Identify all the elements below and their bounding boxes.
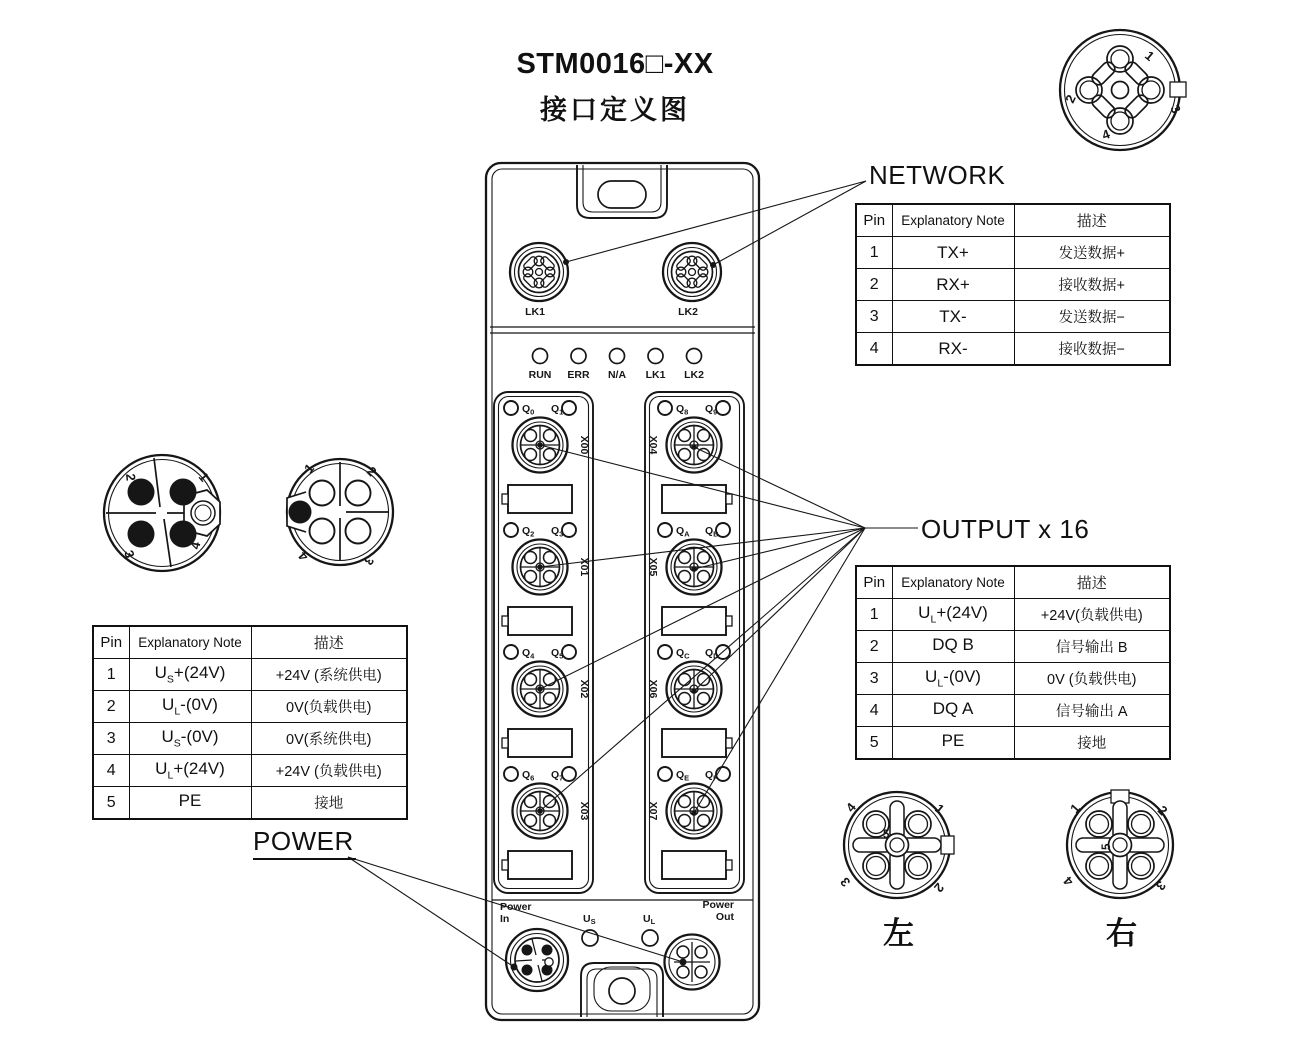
power-section [500,899,735,991]
label-holder [508,485,572,513]
network-callout-label: NETWORK [869,160,1006,190]
table-row: 5 PE 接地 [856,727,1170,760]
na-led-label: N/A [607,369,627,381]
label-holder [508,607,572,635]
output-pin-table [855,565,1171,760]
na-led [610,349,625,364]
table-row: 3 TX- 发送数据− [856,301,1170,333]
ul-led-label: UL [643,913,656,926]
slot-hole [609,978,635,1004]
lk2-led [687,349,702,364]
err-led-label: ERR [567,369,590,381]
power-out-label: Power [702,899,734,911]
label-holder [508,851,572,879]
output-port-X02 [502,645,590,757]
pin-number: 3 [1167,102,1184,116]
pin-number: 4 [187,540,204,551]
lk1-label: LK1 [525,306,545,318]
output-led [562,401,576,415]
pin-number: 4 [1099,126,1112,143]
port-name-label: X04 [647,435,659,455]
lk1-led [648,349,663,364]
slot-hole [598,181,646,208]
output-led-label: $Q_3$ [551,525,564,539]
network-pin-table [855,203,1171,366]
lk2-led-label: LK2 [684,369,704,381]
port-name-label: X02 [578,679,590,699]
pin-number: 2 [123,472,139,482]
output-led [658,645,672,659]
pin-number: 2 [1062,92,1079,106]
right-output-pinout-diagram [1060,790,1173,898]
output-led-label: $Q_0$ [522,403,535,417]
output-led-label: $Q_9$ [705,403,718,417]
output-port-X03 [502,767,590,879]
diagram-subtitle: 接口定义图 [540,95,690,125]
table-row: 5 PE 接地 [93,787,407,820]
port-name-label: X05 [647,557,659,577]
output-led [716,401,730,415]
output-led-label: $Q_7$ [551,769,564,783]
table-row: 3 $U_S-(0V)$ 0V(系统供电) [93,723,407,755]
pin-number: 2 [931,880,948,896]
output-led [658,401,672,415]
desc-header: 描述 [251,626,407,659]
pin-number: 4 [1060,873,1077,890]
output-led-label: $Q_8$ [676,403,689,417]
table-row: 4 $U_L+(24V)$ +24V (负载供电) [93,755,407,787]
label-holder-tab [726,616,732,626]
pin-header: Pin [856,204,892,237]
label-holder-tab [726,738,732,748]
err-led [571,349,586,364]
label-holder-tab [726,860,732,870]
table-row: 3 $U_L-(0V)$ 0V (负载供电) [856,663,1170,695]
left-connector-label: 左 [883,916,914,951]
top-mounting-slot [577,165,667,218]
pin-number: 3 [837,874,854,890]
bottom-mounting-slot [581,963,663,1017]
pin-number: 3 [361,553,378,569]
output-led-label: $Q_6$ [522,769,535,783]
status-led-row [529,349,704,382]
output-led [562,767,576,781]
power-in-connector [506,929,568,991]
pin-number: 1 [301,460,318,477]
output-led-label: $Q_B$ [705,525,719,539]
label-holder-tab [502,860,508,870]
output-led [504,645,518,659]
pin-number: 2 [1154,802,1171,819]
output-led [562,523,576,537]
note-header: Explanatory Note [129,626,251,659]
us-led-label: US [583,913,596,926]
device-body [486,163,759,1020]
label-holder-tab [502,616,508,626]
table-row: 2 DQ B 信号输出 B [856,631,1170,663]
port-name-label: X03 [578,801,590,821]
output-led [658,523,672,537]
note-header: Explanatory Note [892,566,1014,599]
desc-header: 描述 [1014,204,1170,237]
table-row: 4 RX- 接收数据− [856,333,1170,366]
power-male-pinout-diagram [104,455,220,571]
lk1-led-label: LK1 [645,369,666,381]
table-row: 2 $U_L-(0V)$ 0V(负载供电) [93,691,407,723]
output-led-label: $Q_2$ [522,525,535,539]
output-led-label: $Q_1$ [551,403,564,417]
output-led [504,523,518,537]
pin-number: 1 [1067,800,1084,817]
note-header: Explanatory Note [892,204,1014,237]
right-connector-label: 右 [1106,916,1137,951]
port-name-label: X07 [647,801,659,821]
table-row: 1 $U_S+(24V)$ +24V (系统供电) [93,659,407,691]
output-led [504,767,518,781]
lk2-label: LK2 [678,306,698,318]
label-holder [662,851,726,879]
power-out-connector [665,935,720,990]
output-callout-label: OUTPUT x 16 [921,514,1090,544]
pin-header: Pin [93,626,129,659]
diagram-title [450,48,780,127]
power-in-label: Power [500,901,532,913]
output-led-label: $Q_4$ [522,647,535,661]
table-header-row [93,626,407,659]
output-port-X04 [647,401,732,513]
label-holder [508,729,572,757]
output-led-label: $Q_C$ [676,647,690,661]
power-in-label2: In [500,913,510,925]
port-name-label: X06 [647,679,659,699]
table-row: 1 TX+ 发送数据+ [856,237,1170,269]
power-callout-label: POWER [253,826,356,860]
model-number: STM0016□-XX [516,48,714,80]
output-led [716,767,730,781]
pin-number: 4 [842,799,859,815]
run-led [533,349,548,364]
label-holder-tab [502,494,508,504]
table-header-row [856,566,1170,599]
run-led-label: RUN [528,369,552,381]
table-row: 4 DQ A 信号输出 A [856,695,1170,727]
output-led-label: $Q_D$ [705,647,719,661]
power-pin-table [92,625,408,820]
table-header-row [856,204,1170,237]
pin-number: 2 [363,463,380,480]
label-holder [662,729,726,757]
network-connector-lk2 [663,243,721,301]
output-port-X07 [647,767,732,879]
port-name-label: X00 [578,435,590,455]
output-led [504,401,518,415]
ul-led [642,930,658,946]
label-holder [662,607,726,635]
pin-number: 4 [295,548,312,565]
output-led-label: $Q_E$ [676,769,690,783]
port-name-label: X01 [578,557,590,577]
output-port-X01 [502,523,590,635]
label-holder-tab [726,494,732,504]
output-led [658,767,672,781]
label-holder [662,485,726,513]
pin-number: 1 [932,800,948,817]
network-connector-lk1 [510,243,568,301]
leader-lines [348,181,918,971]
power-female-pinout-diagram [287,459,393,568]
output-led [562,645,576,659]
power-out-label2: Out [715,911,734,923]
label-holder-tab [502,738,508,748]
output-port-X06 [647,645,732,757]
pin-number: 3 [121,548,138,560]
output-led-label: $Q_F$ [705,769,718,783]
table-row: 2 RX+ 接收数据+ [856,269,1170,301]
left-output-pinout-diagram [837,792,954,898]
network-pinout-diagram [1060,30,1186,150]
pin-number: 1 [1142,47,1158,64]
pin-number: 5 [1101,843,1113,850]
pin-number: 3 [1152,877,1169,894]
pin-number: 1 [195,469,212,485]
output-port-X00 [502,401,590,513]
output-led-label: $Q_A$ [676,525,690,539]
pin-number: 5 [883,829,890,841]
pin-header: Pin [856,566,892,599]
output-port-X05 [647,523,732,635]
desc-header: 描述 [1014,566,1170,599]
output-led-label: $Q_5$ [551,647,564,661]
table-row: 1 $U_L+(24V)$ +24V(负载供电) [856,599,1170,631]
